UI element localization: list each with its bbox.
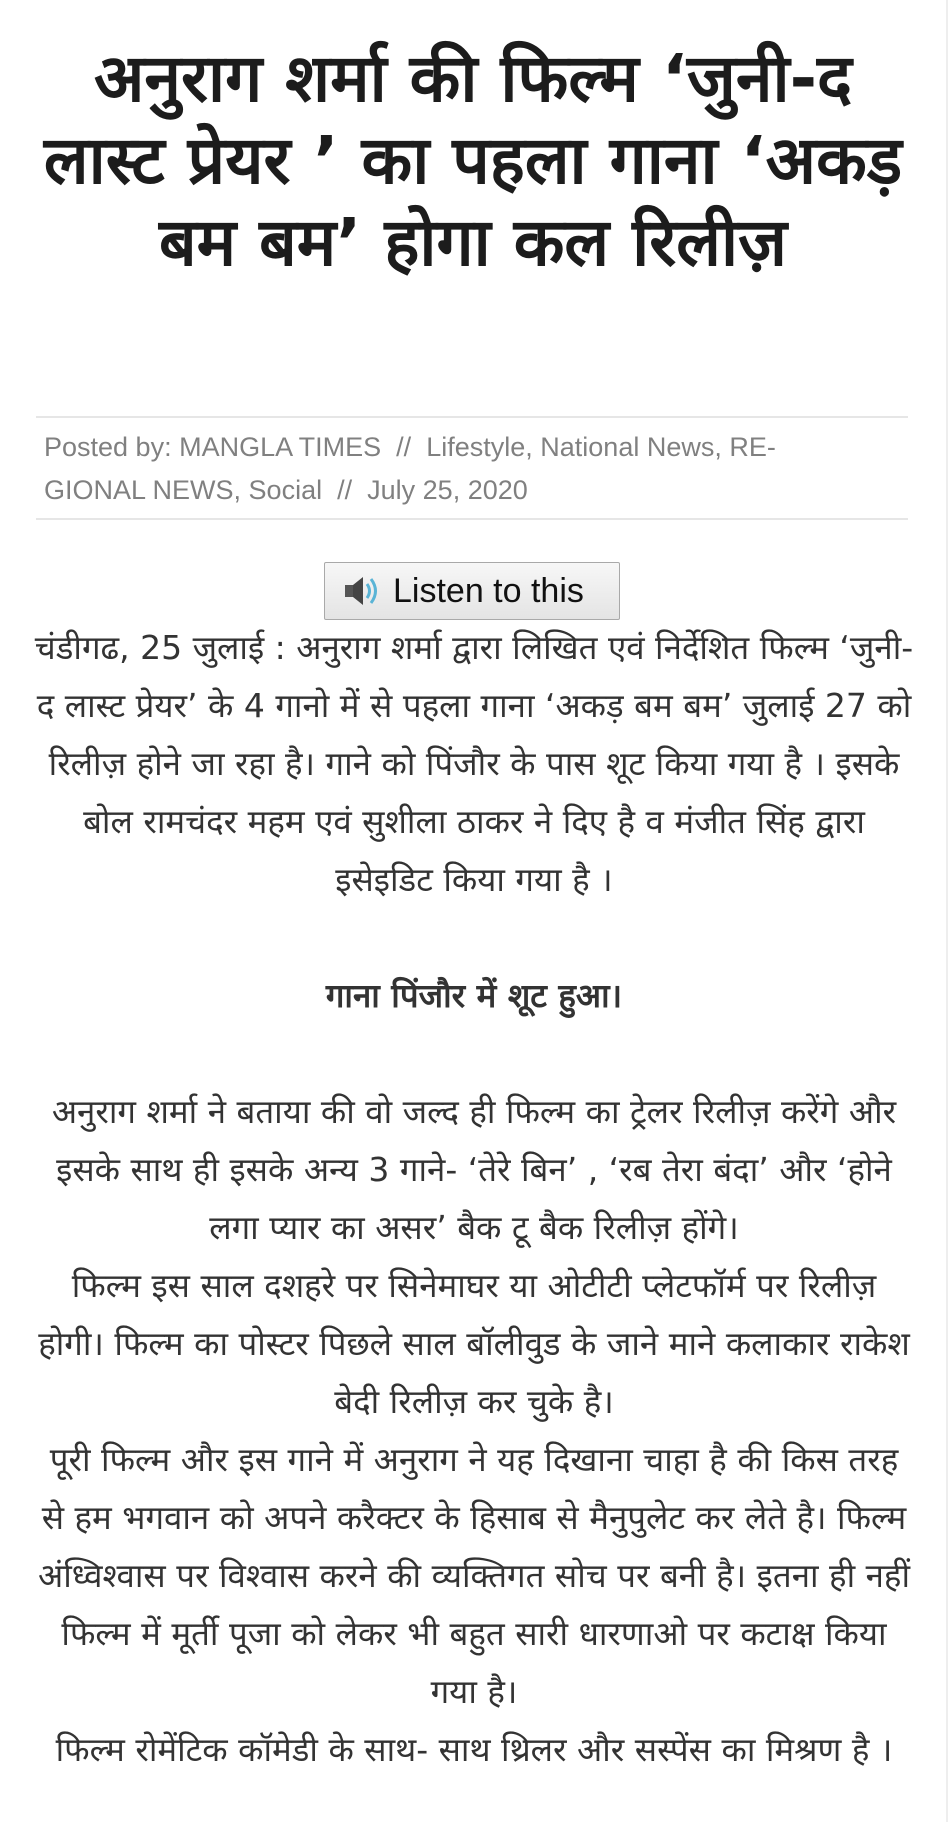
category-link-regional-news[interactable]: REGIONAL NEWS — [44, 432, 776, 505]
article-paragraph: पूरी फिल्म और इस गाने में अनुराग ने यह दिखाना चाहा है की किस तरह से हम भगवान को अपने करैक्टर के हिसाब से मैनुपुलेट कर लेते है। फिल्म अंध्विश्वास पर विश्वास करने की व्यक्तिगत सोच पर बनी है। इतना ही नहीं फिल्म में मूर्ती पूजा को लेकर भी बहुत सारी धारणाओ पर कटाक्ष किया गया है। — [37, 1440, 910, 1711]
article-title: अनुराग शर्मा की फिल्म ‘जुनी-द लास्ट प्रेयर ’ का पहला गाना ‘अकड़ बम बम’ होगा कल रिलीज़ — [43, 40, 903, 281]
article-paragraph: फिल्म रोमेंटिक कॉमेडी के साथ- साथ थ्रिलर और सस्पेंस का मिश्रण है । — [55, 1730, 893, 1769]
author-link[interactable]: MANGLA TIMES — [179, 432, 382, 462]
article-body — [34, 619, 914, 1779]
meta-separator: // — [396, 432, 412, 462]
category-link-social[interactable]: Social — [248, 475, 323, 505]
article-paragraph: फिल्म इस साल दशहरे पर सिनेमाघर या ओटीटी प्लेटफॉर्म पर रिलीज़ होगी। फिल्म का पोस्टर पिछले साल बॉलीवुड के जाने माने कलाकार राकेश बेदी रिलीज़ कर चुके है। — [38, 1266, 910, 1421]
post-meta — [36, 416, 908, 520]
listen-button-label: Listen to this — [393, 571, 584, 610]
category-link-lifestyle[interactable]: Lifestyle — [426, 432, 526, 462]
article-paragraph: चंडीगढ, 25 जुलाई : अनुराग शर्मा द्वारा लिखित एवं निर्देशित फिल्म ‘जुनी-द लास्ट प्रेयर’ के 4 गानो में से पहला गाना ‘अकड़ बम बम’ जुलाई 27 को रिलीज़ होने जा रहा है। गाने को पिंजौर के पास शूट किया गया है । इसके बोल रामचंदर महम एवं सुशीला ठाकर ने दिए है व मंजीत सिंह द्वारा इसेइडिट किया गया है । — [34, 628, 914, 899]
post-date: July 25, 2020 — [367, 475, 528, 505]
meta-separator: // — [337, 475, 353, 505]
speaker-icon — [343, 573, 383, 609]
listen-to-this-button[interactable] — [324, 562, 620, 620]
posted-by-label: Posted by: — [44, 432, 172, 462]
post-meta-line: Posted by: MANGLA TIMES // Lifestyle, National News, REGIONAL NEWS, Social // July 25, 2020 — [44, 432, 776, 505]
article-subheading: गाना पिंजौर में शूट हुआ। — [325, 976, 623, 1015]
article-paragraph: अनुराग शर्मा ने बताया की वो जल्द ही फिल्म का ट्रेलर रिलीज़ करेंगे और इसके साथ ही इसके अन्य 3 गाने- ‘तेरे बिन’ , ‘रब तेरा बंदा’ और ‘होने लगा प्यार का असर’ बैक टू बैक रिलीज़ होंगे। — [51, 1092, 897, 1247]
category-link-national-news[interactable]: National News — [540, 432, 715, 462]
